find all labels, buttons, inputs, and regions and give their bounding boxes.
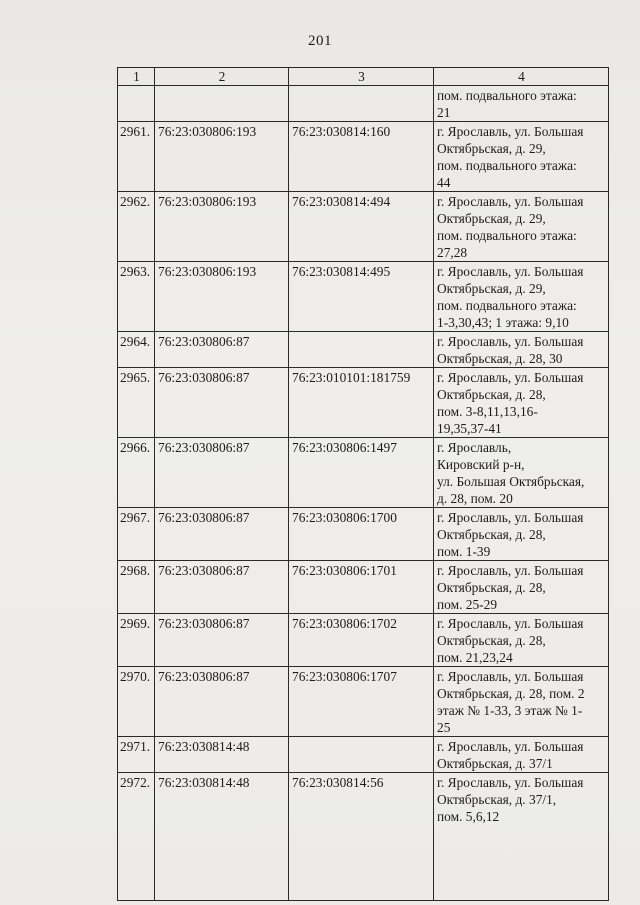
cadastral-number-object: 76:23:030814:494 xyxy=(289,192,434,262)
row-number: 2969. xyxy=(118,614,155,667)
row-number: 2962. xyxy=(118,192,155,262)
table-row xyxy=(118,122,609,192)
row-number: 2963. xyxy=(118,262,155,332)
cadastral-number-object: 76:23:030814:495 xyxy=(289,262,434,332)
cadastral-number-object: 76:23:030806:1497 xyxy=(289,438,434,508)
object-address: г. Ярославль, ул. Большая Октябрьская, д. 29, пом. подвального этажа: 27,28 xyxy=(434,192,609,262)
cadastral-number-parent: 76:23:030806:193 xyxy=(155,262,289,332)
table-row xyxy=(118,737,609,773)
table-row xyxy=(118,614,609,667)
cadastral-number-parent: 76:23:030806:193 xyxy=(155,192,289,262)
row-number: 2968. xyxy=(118,561,155,614)
registry-table xyxy=(117,67,609,901)
cadastral-number-object: 76:23:030806:1702 xyxy=(289,614,434,667)
object-address: пом. подвального этажа: 21 xyxy=(434,86,609,122)
cadastral-number-object xyxy=(289,86,434,122)
cadastral-number-object xyxy=(289,332,434,368)
table-row xyxy=(118,192,609,262)
cadastral-number-object: 76:23:030814:160 xyxy=(289,122,434,192)
column-header-1: 1 xyxy=(118,68,155,86)
column-header-2: 2 xyxy=(155,68,289,86)
page-number: 201 xyxy=(308,33,332,49)
table-row xyxy=(118,667,609,737)
object-address: г. Ярославль, ул. Большая Октябрьская, д. 37/1 xyxy=(434,737,609,773)
column-header-3: 3 xyxy=(289,68,434,86)
cadastral-number-object: 76:23:030814:56 xyxy=(289,773,434,901)
row-number xyxy=(118,86,155,122)
table-row xyxy=(118,86,609,122)
object-address: г. Ярославль, ул. Большая Октябрьская, д. 28, пом. 21,23,24 xyxy=(434,614,609,667)
cadastral-number-parent: 76:23:030806:87 xyxy=(155,438,289,508)
row-number: 2970. xyxy=(118,667,155,737)
cadastral-number-parent: 76:23:030806:87 xyxy=(155,368,289,438)
object-address: г. Ярославль, ул. Большая Октябрьская, д. 28, пом. 1-39 xyxy=(434,508,609,561)
object-address: г. Ярославль, ул. Большая Октябрьская, д. 37/1, пом. 5,6,12 xyxy=(434,773,609,901)
table-row xyxy=(118,368,609,438)
row-number: 2966. xyxy=(118,438,155,508)
cadastral-number-parent: 76:23:030806:87 xyxy=(155,667,289,737)
object-address: г. Ярославль, ул. Большая Октябрьская, д. 29, пом. подвального этажа: 1-3,30,43; 1 этажа: 9,10 xyxy=(434,262,609,332)
table-row xyxy=(118,773,609,901)
object-address: г. Ярославль, ул. Большая Октябрьская, д. 28, пом. 2 этаж № 1-33, 3 этаж № 1- 25 xyxy=(434,667,609,737)
cadastral-number-parent: 76:23:030814:48 xyxy=(155,737,289,773)
object-address: г. Ярославль, Кировский р-н, ул. Большая Октябрьская, д. 28, пом. 20 xyxy=(434,438,609,508)
table-row xyxy=(118,561,609,614)
cadastral-number-object: 76:23:030806:1700 xyxy=(289,508,434,561)
cadastral-number-object xyxy=(289,737,434,773)
row-number: 2964. xyxy=(118,332,155,368)
row-number: 2967. xyxy=(118,508,155,561)
row-number: 2965. xyxy=(118,368,155,438)
object-address: г. Ярославль, ул. Большая Октябрьская, д. 29, пом. подвального этажа: 44 xyxy=(434,122,609,192)
table-row xyxy=(118,262,609,332)
table-row xyxy=(118,332,609,368)
cadastral-number-parent: 76:23:030806:87 xyxy=(155,508,289,561)
table-row xyxy=(118,438,609,508)
cadastral-number-parent: 76:23:030814:48 xyxy=(155,773,289,901)
column-header-4: 4 xyxy=(434,68,609,86)
cadastral-number-parent: 76:23:030806:87 xyxy=(155,332,289,368)
cadastral-number-object: 76:23:010101:181759 xyxy=(289,368,434,438)
object-address: г. Ярославль, ул. Большая Октябрьская, д. 28, 30 xyxy=(434,332,609,368)
cadastral-number-parent: 76:23:030806:193 xyxy=(155,122,289,192)
object-address: г. Ярославль, ул. Большая Октябрьская, д. 28, пом. 3-8,11,13,16- 19,35,37-41 xyxy=(434,368,609,438)
cadastral-number-object: 76:23:030806:1701 xyxy=(289,561,434,614)
table-header-row xyxy=(118,68,609,86)
table-row xyxy=(118,508,609,561)
row-number: 2961. xyxy=(118,122,155,192)
cadastral-number-parent: 76:23:030806:87 xyxy=(155,561,289,614)
row-number: 2971. xyxy=(118,737,155,773)
cadastral-number-parent: 76:23:030806:87 xyxy=(155,614,289,667)
cadastral-number-parent xyxy=(155,86,289,122)
object-address: г. Ярославль, ул. Большая Октябрьская, д. 28, пом. 25-29 xyxy=(434,561,609,614)
cadastral-number-object: 76:23:030806:1707 xyxy=(289,667,434,737)
row-number: 2972. xyxy=(118,773,155,901)
